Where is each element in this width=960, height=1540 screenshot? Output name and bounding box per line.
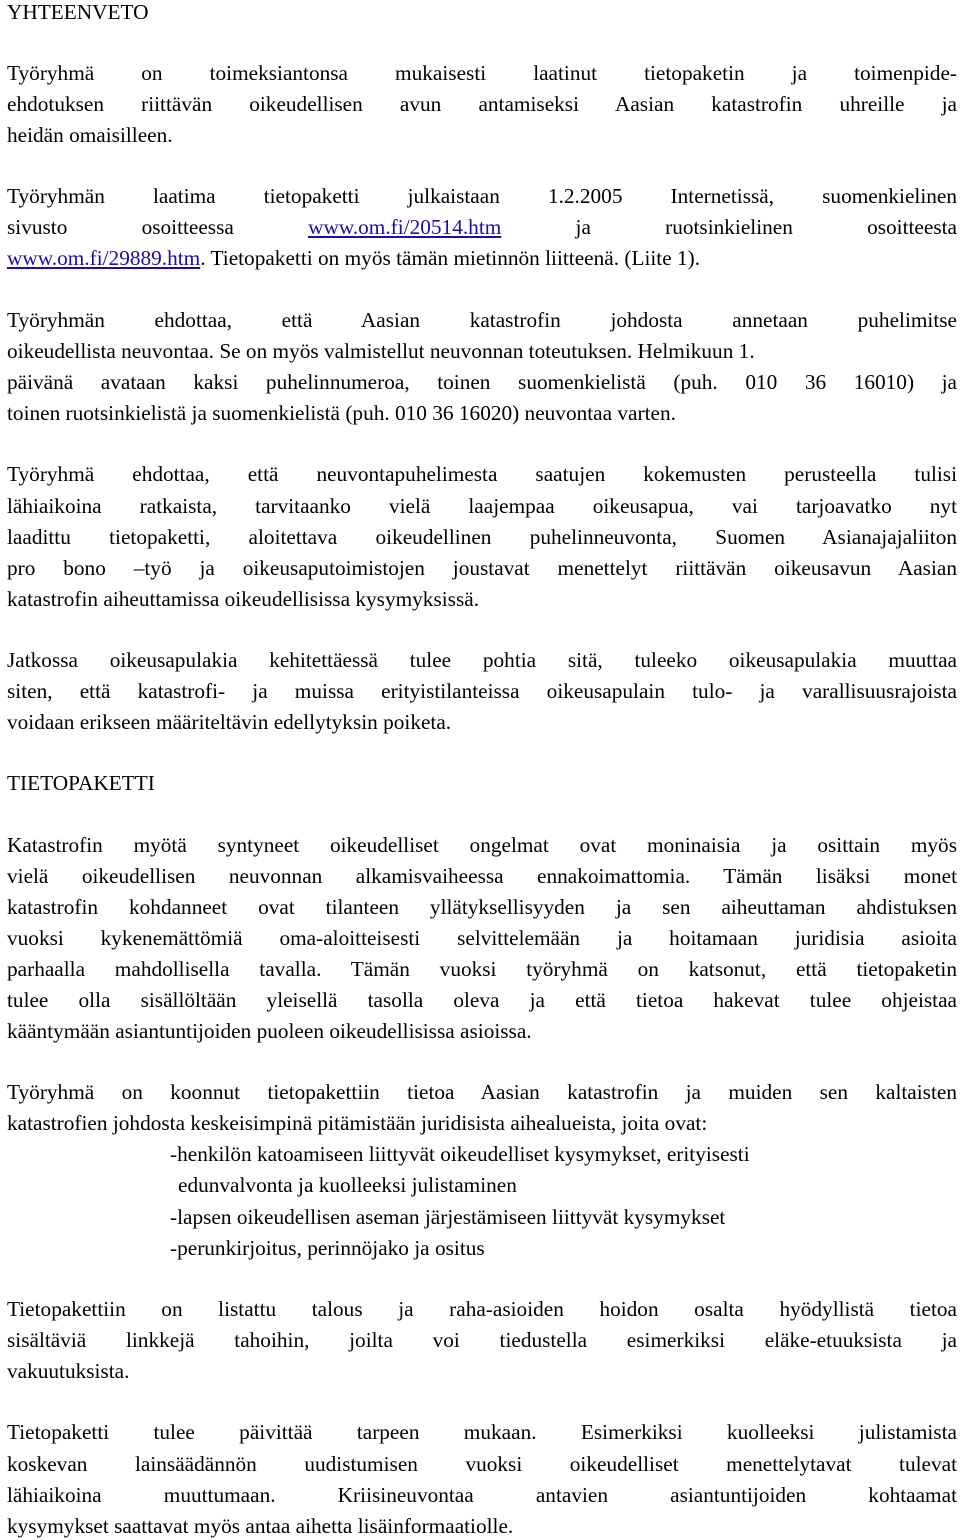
text-line: parhaalla mahdollisella tavalla. Tämän vuoksi työryhmä on katsonut, että tietopaketin xyxy=(7,957,957,981)
text-line: katastrofin aiheuttamissa oikeudellisissa kysymyksissä. xyxy=(7,587,480,611)
text-line: koskevan lainsäädännön uudistumisen vuoksi oikeudelliset menettelytavat tulevat xyxy=(7,1452,957,1476)
text-line: voidaan erikseen määriteltävin edellytyksin poiketa. xyxy=(7,710,452,734)
text-line: kääntymään asiantuntijoiden puoleen oikeudellisissa asioissa. xyxy=(7,1019,532,1043)
text-line: tulee olla sisällöltään yleisellä tasolla oleva ja että tietoa hakevat tulee ohjeistaa xyxy=(7,988,957,1012)
text-line: toinen ruotsinkielistä ja suomenkielistä (puh. 010 36 16020) neuvontaa varten. xyxy=(7,401,676,425)
text-line xyxy=(7,215,957,239)
text-line: Työryhmä ehdottaa, että neuvontapuhelimesta saatujen kokemusten perusteella tulisi xyxy=(7,462,957,486)
list-item: -henkilön katoamiseen liittyvät oikeudelliset kysymykset, erityisesti xyxy=(170,1142,750,1166)
package-heading: TIETOPAKETTI xyxy=(7,771,155,795)
text-line: katastrofien johdosta keskeisimpinä pitämistään juridisista aihealueista, joita ovat: xyxy=(7,1111,708,1135)
text-line: siten, että katastrofi- ja muissa erityistilanteissa oikeusapulain tulo- ja varallisuusrajoista xyxy=(7,679,957,703)
text-line: lähiaikoina muuttumaan. Kriisineuvontaa antavien asiantuntijoiden kohtaamat xyxy=(7,1483,957,1507)
text-line: vuoksi kykenemättömiä oma-aloitteisesti selvittelemään ja hoitamaan juridisia asioita xyxy=(7,926,957,950)
text-line: Katastrofin myötä syntyneet oikeudelliset ongelmat ovat moninaisia ja osittain myös xyxy=(7,833,957,857)
text-line: kysymykset saattavat myös antaa aihetta lisäinformaatiolle. xyxy=(7,1514,514,1538)
text-line xyxy=(7,246,957,270)
text-line: Työryhmän ehdottaa, että Aasian katastrofin johdosta annetaan puhelimitse xyxy=(7,308,957,332)
text-line: pro bono –työ ja oikeusaputoimistojen joustavat menettelyt riittävän oikeusavun Aasian xyxy=(7,556,957,580)
text-line: lähiaikoina ratkaista, tarvitaanko vielä laajempaa oikeusapua, vai tarjoavatko nyt xyxy=(7,494,957,518)
text-line: Jatkossa oikeusapulakia kehitettäessä tulee pohtia sitä, tuleeko oikeusapulakia muuttaa xyxy=(7,648,957,672)
text-line: vielä oikeudellisen neuvonnan alkamisvaiheessa ennakoimattomia. Tämän lisäksi monet xyxy=(7,864,957,888)
summary-heading: YHTEENVETO xyxy=(7,0,149,24)
text-line: päivänä avataan kaksi puhelinnumeroa, toinen suomenkielistä (puh. 010 36 16010) ja xyxy=(7,370,957,394)
text-line: ehdotuksen riittävän oikeudellisen avun antamiseksi Aasian katastrofin uhreille ja xyxy=(7,92,957,116)
text-line: Työryhmä on koonnut tietopakettiin tietoa Aasian katastrofin ja muiden sen kaltaisten xyxy=(7,1080,957,1104)
text-line: Tietopaketti tulee päivittää tarpeen mukaan. Esimerkiksi kuolleeksi julistamista xyxy=(7,1420,957,1444)
list-item: -lapsen oikeudellisen aseman järjestämiseen liittyvät kysymykset xyxy=(170,1205,726,1229)
text-segment: sivusto osoitteessa xyxy=(7,215,309,239)
list-item: -perunkirjoitus, perinnöjako ja ositus xyxy=(170,1236,485,1260)
text-line: Tietopakettiin on listattu talous ja raha-asioiden hoidon osalta hyödyllistä tietoa xyxy=(7,1297,957,1321)
text-line: vakuutuksista. xyxy=(7,1359,130,1383)
text-segment: ja ruotsinkielinen osoitteesta xyxy=(501,215,957,239)
list-item: edunvalvonta ja kuolleeksi julistaminen xyxy=(178,1173,517,1197)
swedish-site-link[interactable]: www.om.fi/29889.htm xyxy=(7,246,201,270)
text-line: katastrofin kohdanneet ovat tilanteen yllätyksellisyyden ja sen aiheuttaman ahdistuksen xyxy=(7,895,957,919)
text-line: Työryhmä on toimeksiantonsa mukaisesti laatinut tietopaketin ja toimenpide- xyxy=(7,61,957,85)
text-line: laadittu tietopaketti, aloitettava oikeudellinen puhelinneuvonta, Suomen Asianajajaliiton xyxy=(7,525,957,549)
finnish-site-link[interactable]: www.om.fi/20514.htm xyxy=(308,215,502,239)
text-line: Työryhmän laatima tietopaketti julkaistaan 1.2.2005 Internetissä, suomenkielinen xyxy=(7,184,957,208)
text-line: sisältäviä linkkejä tahoihin, joilta voi tiedustella esimerkiksi eläke-etuuksista ja xyxy=(7,1328,957,1352)
text-segment: . Tietopaketti on myös tämän mietinnön liitteenä. (Liite 1). xyxy=(200,246,701,270)
text-line: oikeudellista neuvontaa. Se on myös valmistellut neuvonnan toteutuksen. Helmikuun 1. xyxy=(7,339,755,363)
text-line: heidän omaisilleen. xyxy=(7,123,173,147)
